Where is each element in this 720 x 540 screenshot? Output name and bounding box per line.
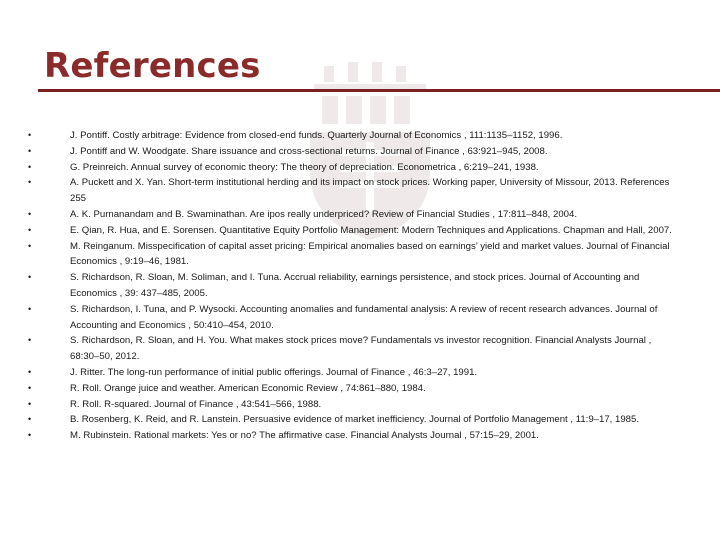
reference-text: S. Richardson, R. Sloan, and H. You. What makes stock prices move? Fundamentals vs investor recognition. Financial Analysts Journal , 68:30–50, 2012.: [70, 335, 652, 363]
reference-text: A. K. Purnanandam and B. Swaminathan. Are ipos really underpriced? Review of Financial Studies , 17:811–848, 2004.: [70, 208, 578, 220]
reference-item: [28, 160, 678, 176]
reference-text: S. Richardson, I. Tuna, and P. Wysocki. Accounting anomalies and fundamental analysis: A review of recent research advances. Journal of Accounting and Economics , 50:410–454, 2010.: [70, 303, 658, 331]
bullet-icon: •: [28, 272, 32, 283]
reference-item: [28, 397, 678, 413]
reference-text: G. Preinreich. Annual survey of economic theory: The theory of depreciation. Econometrica , 6:219–241, 1938.: [70, 161, 539, 173]
bullet-icon: •: [28, 161, 32, 172]
reference-item: [28, 144, 678, 160]
reference-item: [28, 428, 678, 444]
reference-item: [28, 175, 678, 207]
reference-text: A. Puckett and X. Yan. Short-term institutional herding and its impact on stock prices. Working paper, University of Missour, 2013. References 255: [70, 177, 670, 205]
reference-list: [28, 128, 678, 444]
bullet-icon: •: [28, 130, 32, 140]
reference-item: [28, 128, 678, 144]
bullet-icon: •: [28, 398, 32, 409]
reference-item: [28, 302, 678, 334]
reference-text: R. Roll. Orange juice and weather. American Economic Review , 74:861–880, 1984.: [70, 382, 426, 394]
reference-text: S. Richardson, R. Sloan, M. Soliman, and I. Tuna. Accrual reliability, earnings persistence, and stock prices. Journal of Accounting and Economics , 39: 437–485, 2005.: [70, 272, 640, 299]
reference-item: [28, 223, 678, 239]
bullet-icon: •: [28, 208, 32, 219]
reference-text: J. Pontiff. Costly arbitrage: Evidence from closed-end funds. Quarterly Journal of Economics , 111:1135–1152, 1996.: [70, 130, 563, 141]
reference-text: R. Roll. R-squared. Journal of Finance , 43:541–566, 1988.: [70, 398, 322, 410]
bullet-icon: •: [28, 240, 32, 251]
reference-text: J. Ritter. The long-run performance of initial public offerings. Journal of Finance , 46:3–27, 1991.: [70, 366, 478, 378]
reference-text: M. Rubinstein. Rational markets: Yes or no? The affirmative case. Financial Analysts Journal , 57:15–29, 2001.: [70, 430, 539, 442]
reference-item: [28, 333, 678, 365]
bullet-icon: •: [28, 430, 32, 441]
title-underline: [38, 89, 720, 92]
reference-item: [28, 381, 678, 397]
reference-item: [28, 365, 678, 381]
bullet-icon: •: [28, 224, 32, 235]
bullet-icon: •: [28, 303, 32, 314]
reference-item: [28, 270, 678, 302]
bullet-icon: •: [28, 382, 32, 393]
reference-item: [28, 412, 678, 428]
bullet-icon: •: [28, 414, 32, 425]
reference-item: [28, 207, 678, 223]
bullet-icon: •: [28, 335, 32, 346]
bullet-icon: •: [28, 177, 32, 188]
page-title: References: [44, 46, 261, 86]
bullet-icon: •: [28, 366, 32, 377]
reference-text: J. Pontiff and W. Woodgate. Share issuance and cross-sectional returns. Journal of Finance , 63:921–945, 2008.: [70, 145, 548, 157]
reference-text: M. Reinganum. Misspecification of capital asset pricing: Empirical anomalies based on earnings’ yield and market values. Journal of Financial Economics , 9:19–46, 1981.: [70, 240, 670, 268]
bullet-icon: •: [28, 145, 32, 156]
reference-text: B. Rosenberg, K. Reid, and R. Lanstein. Persuasive evidence of market inefficiency. Journal of Portfolio Management , 11:9–17, 1985.: [70, 414, 640, 426]
reference-text: E. Qian, R. Hua, and E. Sorensen. Quantitative Equity Portfolio Management: Modern Techniques and Applications. Chapman and Hall, 2007.: [70, 224, 672, 236]
reference-item: [28, 239, 678, 271]
